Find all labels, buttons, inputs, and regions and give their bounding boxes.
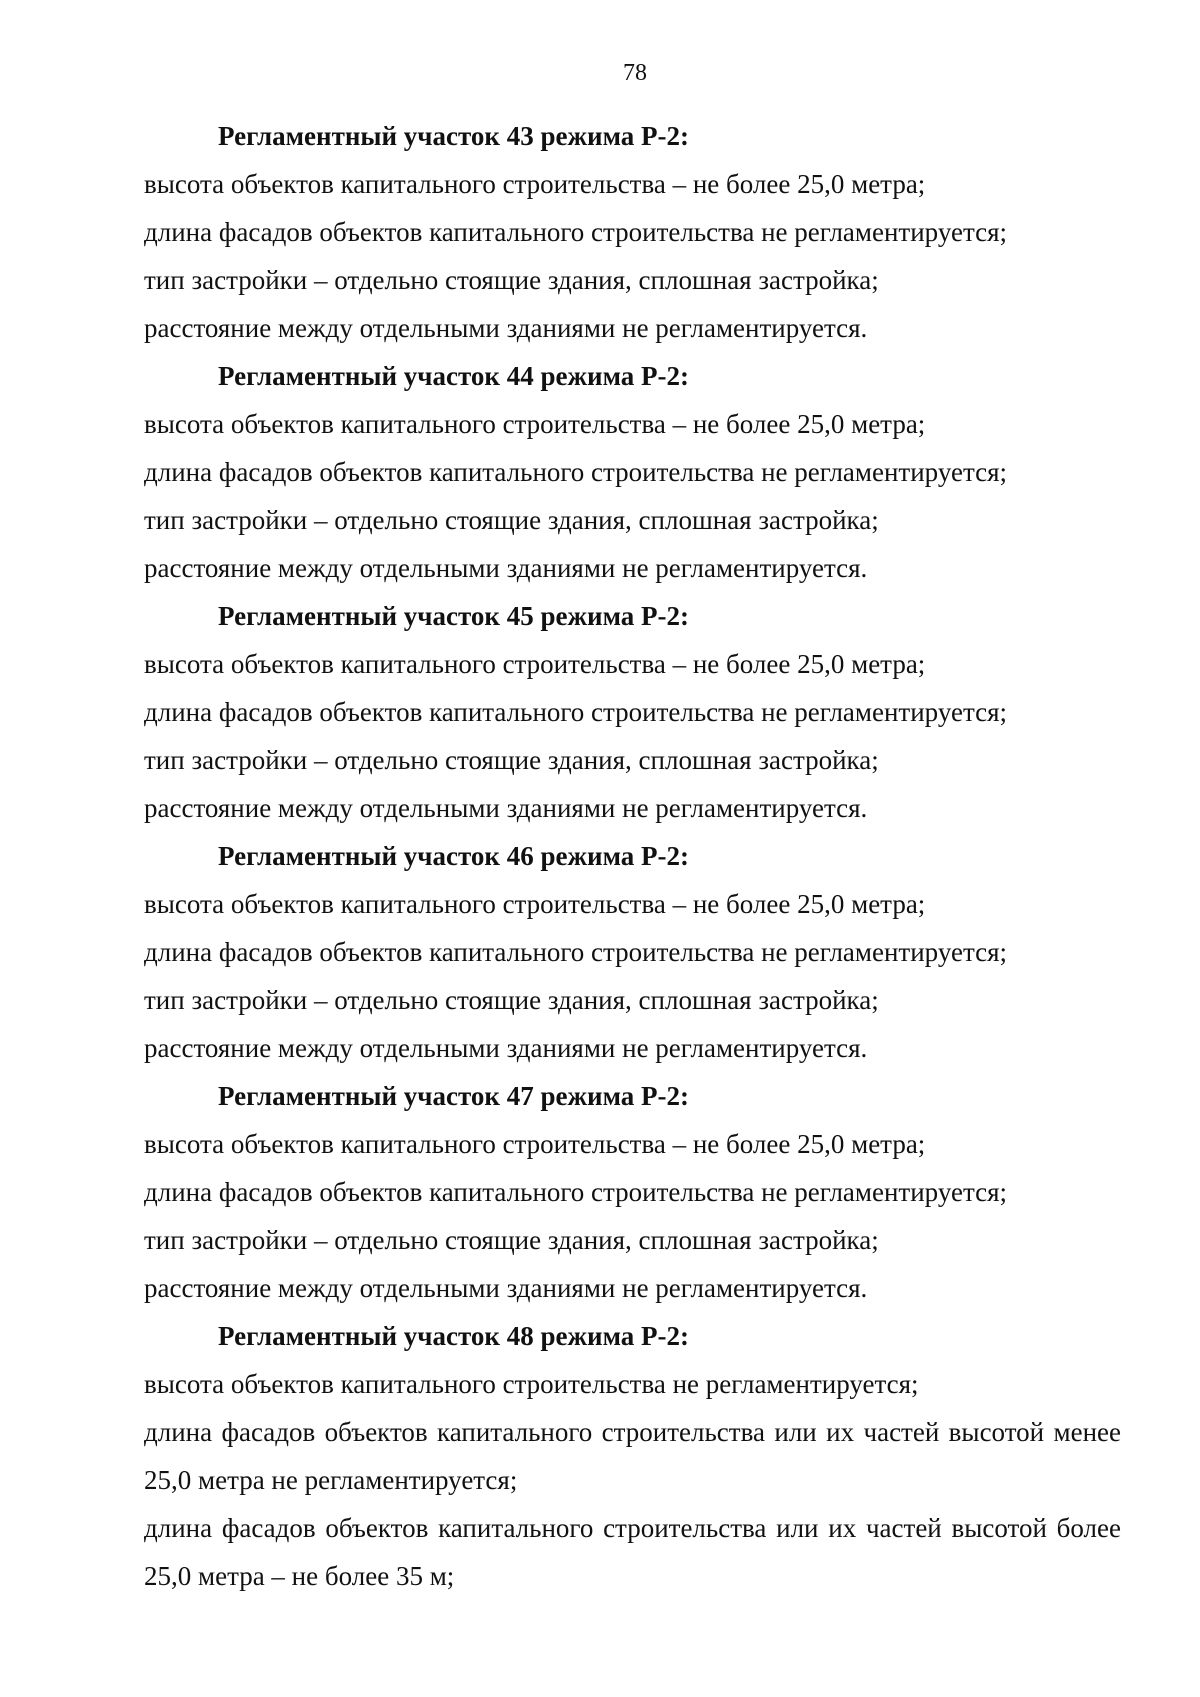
body-line: тип застройки – отдельно стоящие здания, сплошная застройка; xyxy=(144,1225,879,1255)
body-paragraph: длина фасадов объектов капитального строительства или их частей высотой менее 25,0 метра не регламентируется; xyxy=(144,1417,1121,1495)
section-heading: Регламентный участок 46 режима Р-2: xyxy=(218,841,690,871)
document-body xyxy=(144,112,1121,1600)
section-heading: Регламентный участок 43 режима Р-2: xyxy=(218,121,690,151)
body-line: расстояние между отдельными зданиями не регламентируется. xyxy=(144,313,868,343)
section-heading: Регламентный участок 48 режима Р-2: xyxy=(218,1321,690,1351)
body-line: расстояние между отдельными зданиями не регламентируется. xyxy=(144,793,868,823)
body-line: тип застройки – отдельно стоящие здания, сплошная застройка; xyxy=(144,505,879,535)
body-line: расстояние между отдельными зданиями не регламентируется. xyxy=(144,553,868,583)
body-line: высота объектов капитального строительства – не более 25,0 метра; xyxy=(144,1129,926,1159)
body-line: расстояние между отдельными зданиями не регламентируется. xyxy=(144,1273,868,1303)
body-line: тип застройки – отдельно стоящие здания, сплошная застройка; xyxy=(144,985,879,1015)
section-heading: Регламентный участок 44 режима Р-2: xyxy=(218,361,690,391)
section-heading: Регламентный участок 47 режима Р-2: xyxy=(218,1081,690,1111)
body-line: длина фасадов объектов капитального строительства не регламентируется; xyxy=(144,937,1007,967)
body-line: расстояние между отдельными зданиями не регламентируется. xyxy=(144,1033,868,1063)
body-line: высота объектов капитального строительства не регламентируется; xyxy=(144,1369,919,1399)
page-number: 78 xyxy=(623,60,647,86)
body-line: тип застройки – отдельно стоящие здания, сплошная застройка; xyxy=(144,265,879,295)
body-line: длина фасадов объектов капитального строительства не регламентируется; xyxy=(144,457,1007,487)
body-line: длина фасадов объектов капитального строительства не регламентируется; xyxy=(144,1177,1007,1207)
body-line: высота объектов капитального строительства – не более 25,0 метра; xyxy=(144,889,926,919)
body-paragraph: длина фасадов объектов капитального строительства или их частей высотой более 25,0 метра – не более 35 м; xyxy=(144,1513,1121,1591)
body-line: высота объектов капитального строительства – не более 25,0 метра; xyxy=(144,409,926,439)
body-line: высота объектов капитального строительства – не более 25,0 метра; xyxy=(144,649,926,679)
section-heading: Регламентный участок 45 режима Р-2: xyxy=(218,601,690,631)
body-line: длина фасадов объектов капитального строительства не регламентируется; xyxy=(144,217,1007,247)
body-line: тип застройки – отдельно стоящие здания, сплошная застройка; xyxy=(144,745,879,775)
body-line: длина фасадов объектов капитального строительства не регламентируется; xyxy=(144,697,1007,727)
body-line: высота объектов капитального строительства – не более 25,0 метра; xyxy=(144,169,926,199)
